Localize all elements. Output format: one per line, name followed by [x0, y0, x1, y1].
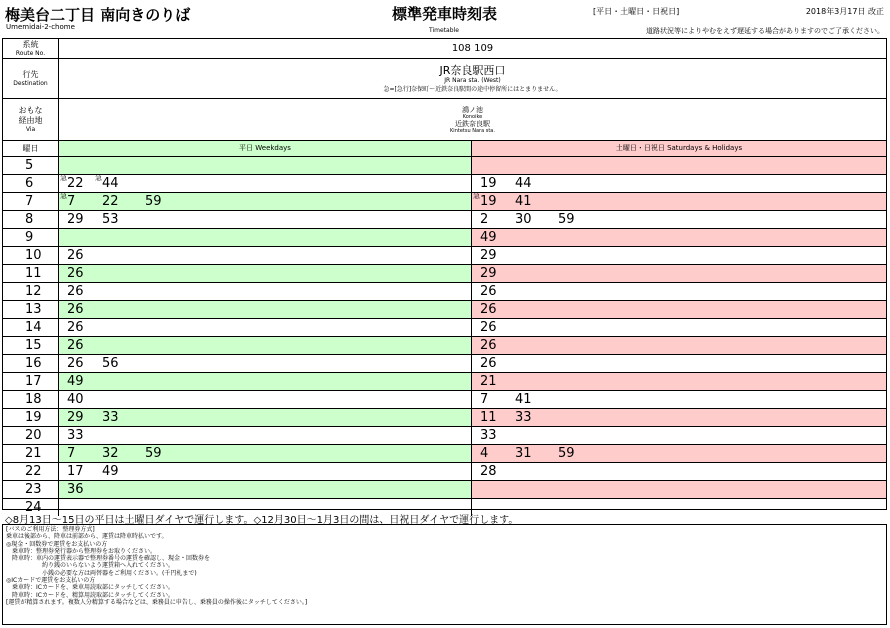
revision-date: 2018年3月17日 改正 [805, 7, 884, 16]
holiday-minutes-cell [472, 499, 886, 516]
express-mark: 急 [60, 174, 67, 182]
payment-line: 約り銭のいらないよう運賃箱へ入れてください。 [6, 562, 175, 570]
timetable-title: 標準発車時刻表 [392, 5, 498, 23]
departure-minute: 29 [67, 410, 84, 425]
hour-cell: 15 [3, 337, 59, 354]
holiday-minutes-cell [472, 391, 886, 408]
departure-minute: 26 [67, 266, 84, 281]
destination-name: JR奈良駅西口 [439, 63, 506, 77]
weekday-minutes-cell [59, 337, 472, 354]
hour-cell: 16 [3, 355, 59, 372]
route-label-jp: 系統 [22, 39, 39, 49]
holiday-minutes-cell [472, 355, 886, 372]
stop-name: 梅美台二丁目 南向きのりば [5, 6, 191, 24]
table-row [3, 409, 886, 427]
departure-minute: 49 [102, 464, 119, 479]
weekday-minutes-cell [59, 265, 472, 282]
via-row [3, 99, 886, 141]
departure-minute: 19 [480, 176, 497, 191]
weekday-minutes-cell [59, 355, 472, 372]
departure-minute: 26 [67, 356, 84, 371]
hour-cell: 17 [3, 373, 59, 390]
departure-minute: 26 [67, 302, 84, 317]
departure-minute: 56 [102, 356, 119, 371]
destination-label [3, 59, 59, 98]
departure-minute: 22 [67, 176, 84, 191]
departure-minute: 4 [480, 446, 489, 461]
departure-minute: 53 [102, 212, 119, 227]
destination-name-en: JR Nara sta. (West) [444, 76, 501, 84]
departure-minute: 21 [480, 374, 497, 389]
weekday-column-header: 平日 Weekdays [59, 141, 472, 156]
hour-cell: 24 [3, 499, 59, 516]
route-label [3, 39, 59, 58]
departure-minute: 40 [67, 392, 84, 407]
weekday-minutes-cell [59, 463, 472, 480]
hour-cell: 20 [3, 427, 59, 444]
departure-minute: 59 [558, 446, 575, 461]
holiday-minutes-cell [472, 175, 886, 192]
departure-minute: 59 [145, 194, 162, 209]
payment-instructions [2, 524, 887, 625]
departure-minute: 7 [480, 392, 489, 407]
holiday-minutes-cell [472, 247, 886, 264]
hour-cell: 12 [3, 283, 59, 300]
via-stop-1-en: Konoike [462, 113, 483, 120]
hour-cell: 22 [3, 463, 59, 480]
departure-minute: 33 [102, 410, 119, 425]
weekday-minutes-cell [59, 391, 472, 408]
hour-cell: 11 [3, 265, 59, 282]
table-row [3, 301, 886, 319]
departure-minute: 41 [515, 392, 532, 407]
holiday-minutes-cell [472, 157, 886, 174]
departure-minute: 26 [480, 302, 497, 317]
hour-cell: 18 [3, 391, 59, 408]
delay-warning: 道路状況等によりやむをえず遅延する場合がありますのでご了承ください。 [646, 27, 884, 35]
table-row [3, 265, 886, 283]
table-row [3, 355, 886, 373]
departure-minute: 59 [558, 212, 575, 227]
payment-line: ◎現金・回数券で運賃をお支払いの方 [6, 540, 108, 548]
weekday-minutes-cell [59, 409, 472, 426]
holiday-minutes-cell [472, 211, 886, 228]
departure-minute: 49 [67, 374, 84, 389]
departure-minute: 11 [480, 410, 497, 425]
holiday-minutes-cell [472, 319, 886, 336]
table-row [3, 229, 886, 247]
departure-minute: 26 [480, 320, 497, 335]
route-label-en: Route No. [15, 49, 46, 57]
payment-line: 乗車時：ICカードを、乗車用読取部にタッチしてください。 [6, 584, 174, 592]
destination-value-cell [59, 59, 886, 98]
holiday-minutes-cell [472, 265, 886, 282]
departure-minute: 59 [145, 446, 162, 461]
table-row [3, 373, 886, 391]
table-row [3, 247, 886, 265]
holiday-minutes-cell [472, 463, 886, 480]
weekday-minutes-cell [59, 157, 472, 174]
departure-minute: 33 [480, 428, 497, 443]
via-stop-2-en: Kintetsu Nara sta. [450, 127, 495, 134]
hour-cell: 6 [3, 175, 59, 192]
departure-minute: 22 [102, 194, 119, 209]
departure-minute: 26 [480, 284, 497, 299]
payment-line: 乗車時：整理券発行器から整理券をお取りください。 [6, 547, 157, 555]
day-types: [平日・土曜日・日祝日] [593, 7, 680, 16]
table-row [3, 193, 886, 211]
express-mark: 急 [95, 174, 102, 182]
departure-minute: 41 [515, 194, 532, 209]
hour-cell: 21 [3, 445, 59, 462]
hour-cell: 5 [3, 157, 59, 174]
via-stop-1: 鴻ノ池 [462, 105, 483, 114]
departure-minute: 33 [67, 428, 84, 443]
holiday-minutes-cell [472, 229, 886, 246]
table-row [3, 463, 886, 481]
via-label-en: Via [25, 125, 36, 133]
payment-line: 降車時：車内の運賃表示器で整理券番号の運賃を確認し、現金・回数券を [6, 555, 211, 563]
express-mark: 急 [473, 192, 480, 200]
departure-minute: 44 [102, 176, 119, 191]
holiday-column-header: 土曜日・日祝日 Saturdays & Holidays [472, 141, 886, 156]
destination-label-jp: 行先 [22, 69, 39, 79]
stop-name-roman: Umemidai-2-chome [6, 23, 75, 31]
weekday-minutes-cell [59, 175, 472, 192]
departure-minute: 30 [515, 212, 532, 227]
express-mark: 急 [60, 192, 67, 200]
holiday-minutes-cell [472, 337, 886, 354]
departure-minute: 26 [480, 356, 497, 371]
hour-cell: 23 [3, 481, 59, 498]
departure-minute: 7 [67, 194, 76, 209]
weekday-minutes-cell [59, 445, 472, 462]
departure-minute: 2 [480, 212, 489, 227]
table-row [3, 175, 886, 193]
departure-minute: 28 [480, 464, 497, 479]
destination-row [3, 59, 886, 99]
timetable-header [0, 0, 890, 38]
hour-cell: 7 [3, 193, 59, 210]
departure-minute: 31 [515, 446, 532, 461]
departure-minute: 32 [102, 446, 119, 461]
departure-minute: 17 [67, 464, 84, 479]
payment-line: 乗車は後部から、降車は前部から、運賃は降車時払いです。 [6, 533, 168, 541]
weekday-minutes-cell [59, 229, 472, 246]
table-row [3, 481, 886, 499]
departure-minute: 26 [67, 320, 84, 335]
departure-minute: 26 [67, 248, 84, 263]
departure-minute: 36 [67, 482, 84, 497]
departure-minute: 29 [480, 248, 497, 263]
via-label [3, 99, 59, 140]
table-row [3, 391, 886, 409]
departure-minute: 26 [67, 284, 84, 299]
departure-minute: 49 [480, 230, 497, 245]
table-row [3, 283, 886, 301]
table-row [3, 445, 886, 463]
weekday-minutes-cell [59, 193, 472, 210]
payment-line: 降車時：ICカードを、精算用読取部にタッチしてください。 [6, 591, 174, 599]
table-row [3, 319, 886, 337]
timetable-title-en: Timetable [429, 27, 459, 34]
table-row [3, 337, 886, 355]
route-number: 108 109 [451, 43, 494, 54]
table-row [3, 211, 886, 229]
departure-minute: 19 [480, 194, 497, 209]
timetable-grid [2, 38, 887, 515]
payment-line: [バスのご利用方法：整理券方式] [6, 526, 95, 533]
weekday-minutes-cell [59, 319, 472, 336]
weekday-minutes-cell [59, 373, 472, 390]
hour-cell: 19 [3, 409, 59, 426]
via-label-jp: おもな経由地 [18, 105, 43, 125]
weekday-minutes-cell [59, 247, 472, 264]
departure-minute: 29 [67, 212, 84, 227]
express-note: 急=[急行]奈保町～近鉄奈良駅間の途中停留所にはとまりません。 [383, 85, 562, 93]
payment-line: ◎ICカードで運賃をお支払いの方 [6, 577, 96, 585]
departure-minute: 29 [480, 266, 497, 281]
weekday-minutes-cell [59, 427, 472, 444]
via-stop-2: 近鉄奈良駅 [455, 119, 490, 128]
destination-label-en: Destination [13, 79, 48, 87]
holiday-minutes-cell [472, 481, 886, 498]
departure-minute: 26 [480, 338, 497, 353]
holiday-minutes-cell [472, 409, 886, 426]
hour-cell: 13 [3, 301, 59, 318]
holiday-minutes-cell [472, 445, 886, 462]
departure-minute: 7 [67, 446, 76, 461]
holiday-minutes-cell [472, 373, 886, 390]
via-value-cell [59, 99, 886, 140]
hour-column-header: 曜日 [3, 141, 59, 156]
column-header-row [3, 141, 886, 157]
departure-minute: 33 [515, 410, 532, 425]
weekday-minutes-cell [59, 211, 472, 228]
table-row [3, 427, 886, 445]
hour-cell: 14 [3, 319, 59, 336]
payment-line: 小銭の必要な方は両替器をご利用ください。(千円札まで) [6, 569, 197, 577]
route-value-cell [59, 39, 886, 58]
weekday-minutes-cell [59, 301, 472, 318]
holiday-minutes-cell [472, 427, 886, 444]
departure-minute: 26 [67, 338, 84, 353]
weekday-minutes-cell [59, 283, 472, 300]
table-row [3, 157, 886, 175]
route-row [3, 39, 886, 59]
holiday-notice: ◇8月13日～15日の平日は土曜日ダイヤで運行します。◇12月30日～1月3日の間は、日祝日ダイヤで運行します。 [5, 515, 519, 526]
hour-cell: 8 [3, 211, 59, 228]
weekday-minutes-cell [59, 481, 472, 498]
hour-cell: 9 [3, 229, 59, 246]
holiday-minutes-cell [472, 283, 886, 300]
hour-cell: 10 [3, 247, 59, 264]
holiday-minutes-cell [472, 301, 886, 318]
payment-line: [運賃が精算されます。複数人分精算する場合などは、乗務員に申告し、乗務員の操作後にタッチしてください。] [6, 598, 308, 606]
departure-minute: 44 [515, 176, 532, 191]
holiday-minutes-cell [472, 193, 886, 210]
